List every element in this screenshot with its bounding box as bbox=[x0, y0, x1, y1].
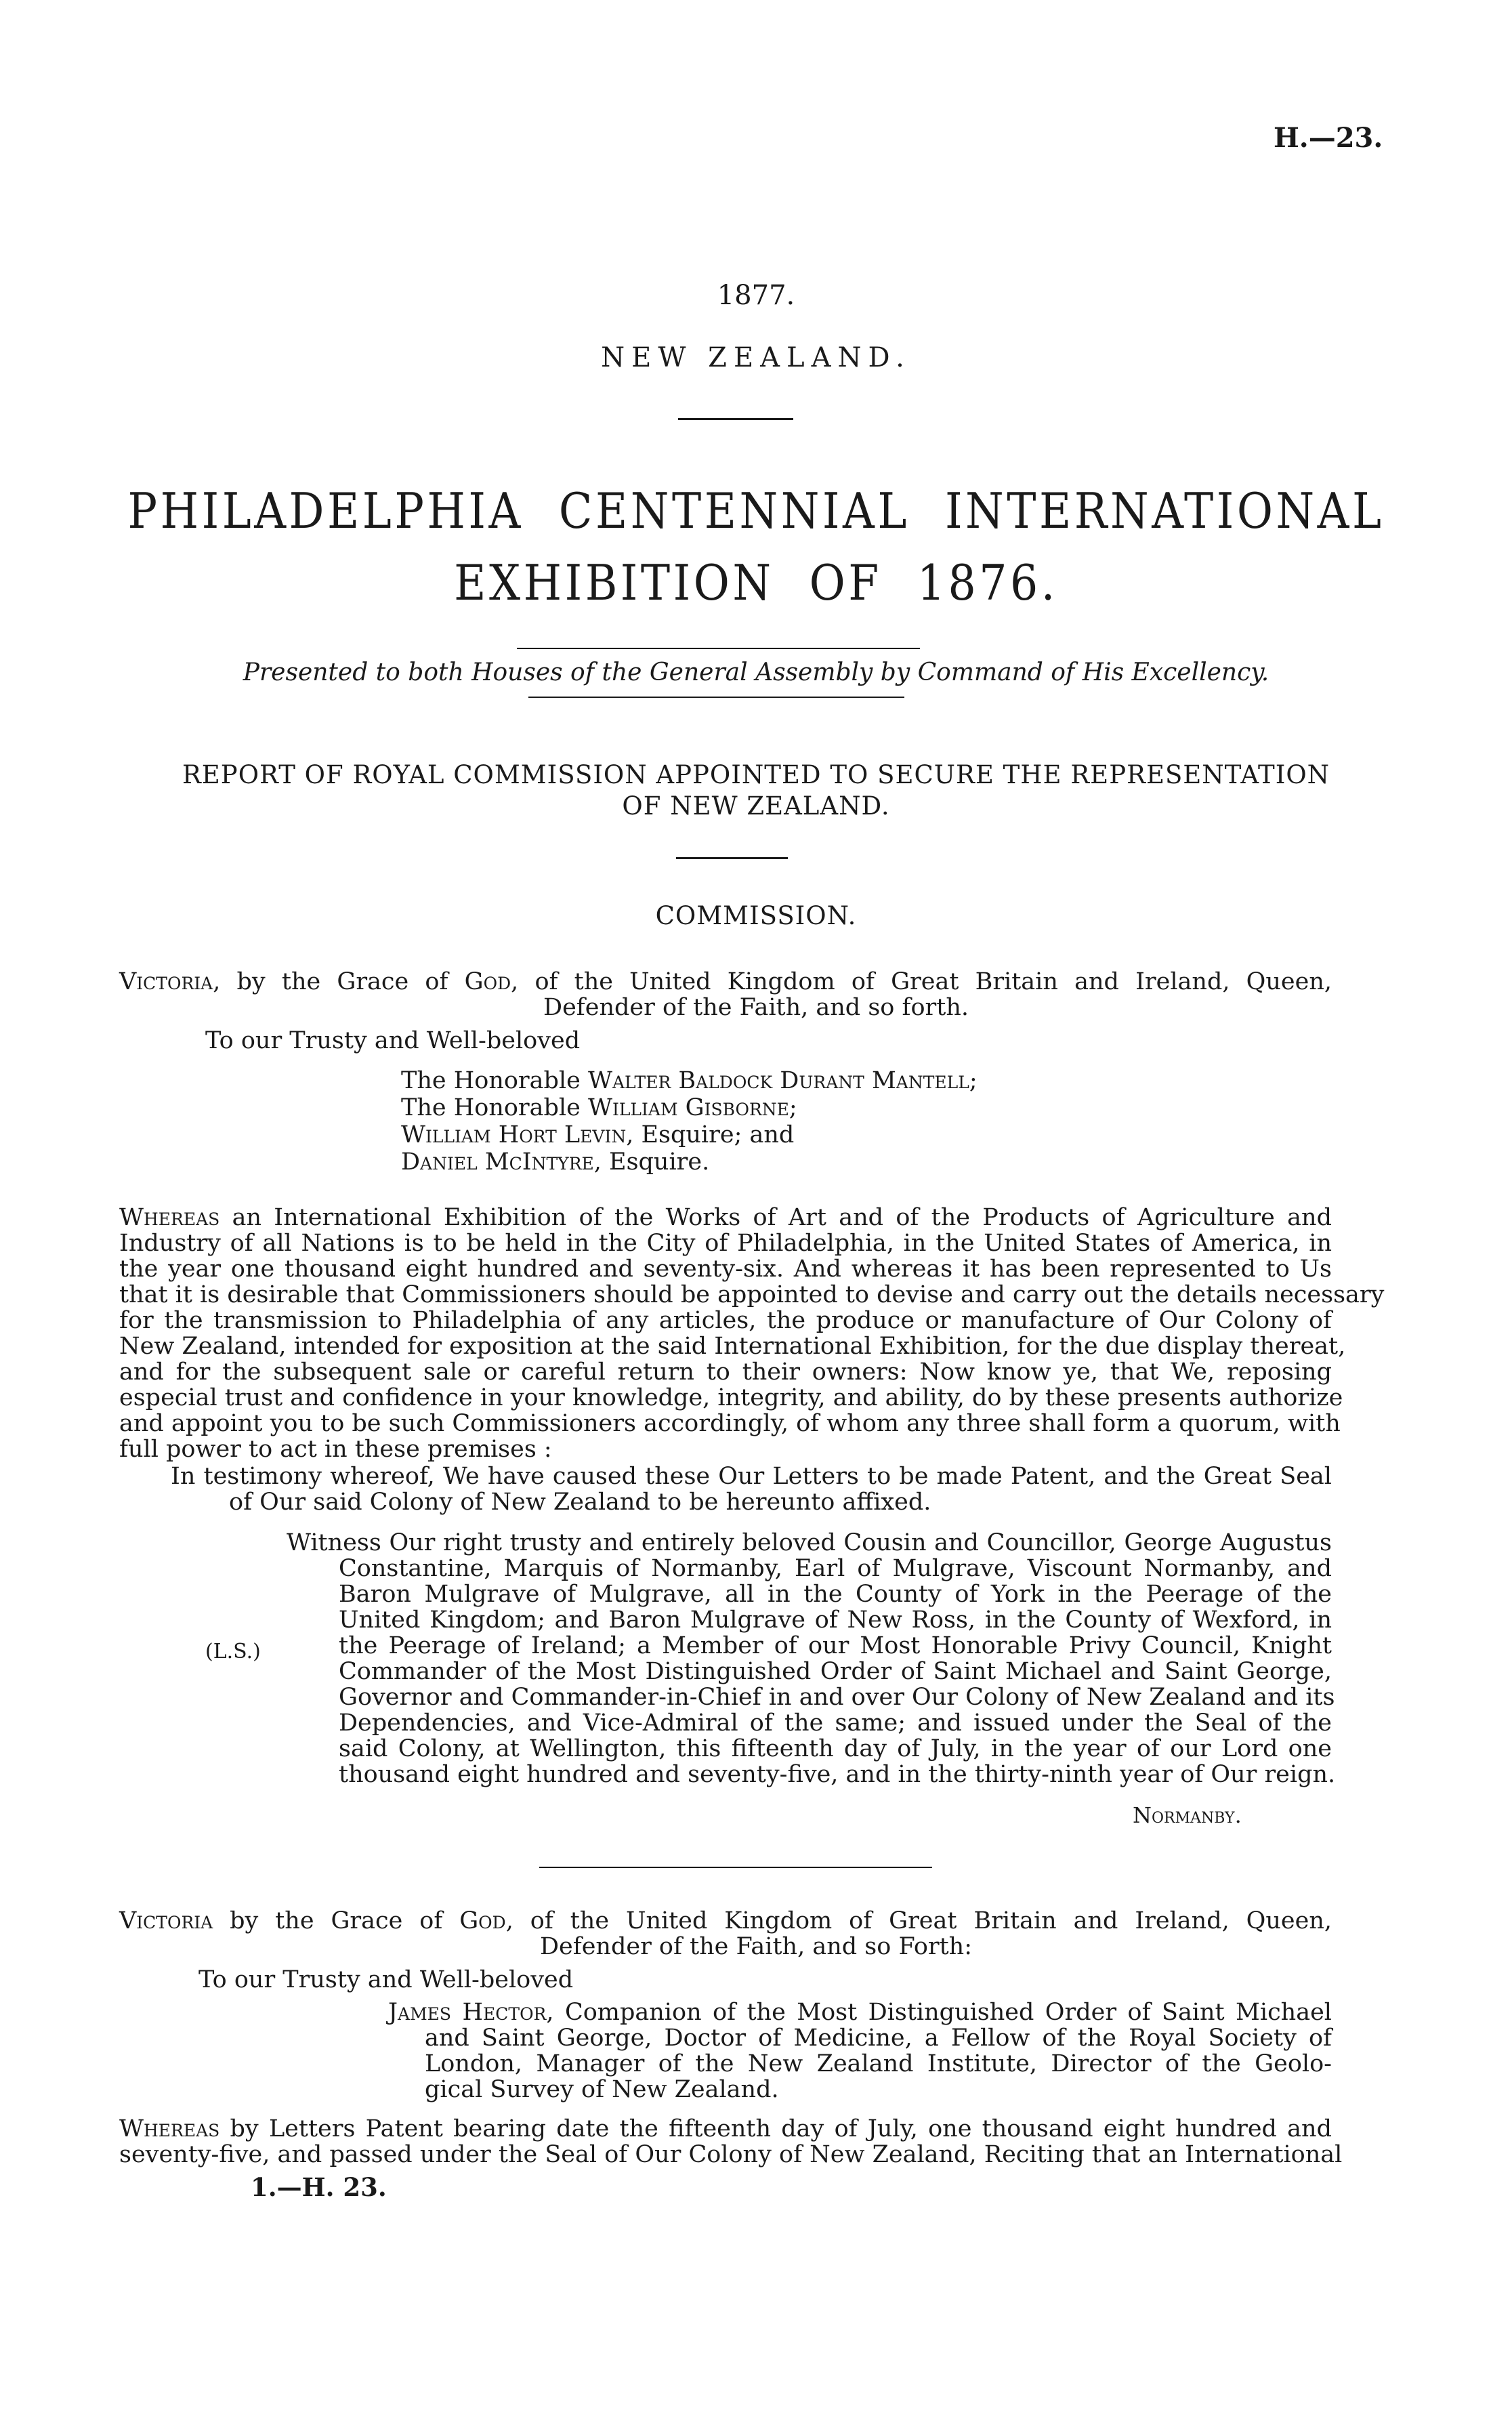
addressee-2 bbox=[401, 1096, 797, 1120]
addressee-suffix: ; bbox=[969, 1067, 978, 1094]
preamble-text: of the United Kingdom of Great Britain and Ireland, Queen, bbox=[518, 968, 1332, 995]
deity-name: God, bbox=[459, 1907, 513, 1934]
witness-line-10: thousand eight hundred and seventy-five, and in the thirty-ninth year of Our reign. bbox=[339, 1761, 1336, 1788]
addressee-suffix: ; bbox=[789, 1094, 797, 1121]
report-title-line1: REPORT OF ROYAL COMMISSION APPOINTED TO SECURE THE REPRESENTATION bbox=[182, 760, 1330, 789]
whereas-line-2: Industry of all Nations is to be held in the City of Philadelphia, in the United States of America, in bbox=[119, 1230, 1332, 1257]
whereas-line-10: full power to act in these premises : bbox=[119, 1436, 552, 1463]
addressee-suffix: Esquire; and bbox=[633, 1121, 795, 1148]
addressee-3 bbox=[401, 1123, 794, 1147]
whereas-line-5: for the transmission to Philadelphia of any articles, the produce or manufacture of Our Colony of bbox=[119, 1307, 1332, 1334]
witness-line-2: Constantine, Marquis of Normanby, Earl of Mulgrave, Viscount Normanby, and bbox=[339, 1555, 1332, 1582]
whereas-line-8: especial trust and confidence in your knowledge, integrity, and ability, do by these presents authorize bbox=[119, 1384, 1343, 1411]
witness-line-1: Witness Our right trusty and entirely beloved Cousin and Councillor, George Augustus bbox=[287, 1529, 1332, 1556]
commission2-preamble bbox=[119, 1909, 1332, 1933]
whereas-word: Whereas bbox=[119, 1204, 220, 1231]
preamble-text: by the Grace of bbox=[220, 968, 465, 995]
seal-mark: (L.S.) bbox=[205, 1640, 261, 1663]
whereas-text: an International Exhibition of the Works of Art and of the Products of Agriculture and bbox=[219, 1204, 1332, 1231]
witness-line-6: Commander of the Most Distinguished Order of Saint Michael and Saint George, bbox=[339, 1658, 1332, 1685]
whereas-line-4: that it is desirable that Commissioners should be appointed to devise and carry out the details necessary bbox=[119, 1281, 1385, 1308]
whereas-line-1 bbox=[119, 1206, 1332, 1230]
witness-line-9: said Colony, at Wellington, this fifteenth day of July, in the year of our Lord one bbox=[339, 1735, 1332, 1762]
witness-line-4: United Kingdom; and Baron Mulgrave of New Ross, in the County of Wexford, in bbox=[339, 1607, 1332, 1634]
addressee-suffix: Esquire. bbox=[601, 1148, 710, 1176]
report-title-line2: OF NEW ZEALAND. bbox=[622, 791, 890, 821]
commission1-preamble-line2: Defender of the Faith, and so forth. bbox=[543, 994, 969, 1021]
commission2-to-line: To our Trusty and Well-beloved bbox=[198, 1966, 574, 1993]
divider bbox=[539, 1867, 932, 1868]
commission1-preamble bbox=[119, 970, 1332, 994]
witness-line-8: Dependencies, and Vice-Admiral of the same; and issued under the Seal of the bbox=[339, 1709, 1332, 1737]
commission-heading: COMMISSION. bbox=[655, 901, 857, 930]
testimony-line-2: of Our said Colony of New Zealand to be hereunto affixed. bbox=[229, 1489, 931, 1516]
sovereign-name: Victoria, bbox=[119, 968, 221, 995]
whereas-line-6: New Zealand, intended for exposition at the said International Exhibition, for the due display thereat, bbox=[119, 1333, 1346, 1360]
whereas-line-3: the year one thousand eight hundred and seventy-six. And whereas it has been represented to Us bbox=[119, 1256, 1332, 1283]
addressee-name: James Hector, bbox=[388, 1999, 554, 2026]
hector-line-4: gical Survey of New Zealand. bbox=[425, 2076, 779, 2103]
signature-mark: 1.—H. 23. bbox=[251, 2172, 387, 2202]
whereas-text: by Letters Patent bearing date the fifteenth day of July, one thousand eight hundred and bbox=[219, 2115, 1332, 2142]
witness-line-7: Governor and Commander-in-Chief in and over Our Colony of New Zealand and its bbox=[339, 1684, 1335, 1711]
witness-line-3: Baron Mulgrave of Mulgrave, all in the County of York in the Peerage of the bbox=[339, 1581, 1332, 1608]
whereas-line-9: and appoint you to be such Commissioners accordingly, of whom any three shall form a quorum, with bbox=[119, 1410, 1341, 1437]
addressee-prefix: The Honorable bbox=[401, 1094, 588, 1121]
addressee-name: William Gisborne bbox=[587, 1094, 789, 1121]
divider bbox=[517, 648, 920, 649]
addressee-1 bbox=[401, 1069, 978, 1093]
addressee-prefix: The Honorable bbox=[401, 1067, 588, 1094]
commission1-to-line: To our Trusty and Well-beloved bbox=[205, 1027, 581, 1054]
sovereign-name: Victoria bbox=[119, 1907, 213, 1934]
presented-line: Presented to both Houses of the General Assembly by Command of His Excellency. bbox=[243, 659, 1269, 686]
addressee-name: Walter Baldock Durant Mantell bbox=[587, 1067, 969, 1094]
addressee-description: Companion of the Most Distinguished Order of Saint Michael bbox=[553, 1999, 1332, 2026]
whereas-word: Whereas bbox=[119, 2115, 220, 2142]
preamble-text: by the Grace of bbox=[213, 1907, 460, 1934]
addressee-4 bbox=[401, 1148, 710, 1176]
divider bbox=[676, 857, 788, 859]
document-title-line2: EXHIBITION OF 1876. bbox=[454, 554, 1058, 611]
addressee-name: Daniel McIntyre, bbox=[401, 1148, 602, 1176]
country: NEW ZEALAND. bbox=[601, 342, 911, 373]
commission2-preamble-line2: Defender of the Faith, and so Forth: bbox=[539, 1933, 973, 1960]
commission2-whereas-line-2: seventy-five, and passed under the Seal of Our Colony of New Zealand, Reciting that an International bbox=[119, 2141, 1343, 2168]
witness-line-5: the Peerage of Ireland; a Member of our Most Honorable Privy Council, Knight bbox=[339, 1632, 1332, 1659]
commission2-whereas-line-1 bbox=[119, 2117, 1332, 2141]
preamble-text: of the United Kingdom of Great Britain and Ireland, Queen, bbox=[513, 1907, 1332, 1934]
addressee-name: William Hort Levin, bbox=[401, 1121, 634, 1148]
whereas-line-7: and for the subsequent sale or careful return to their owners: Now know ye, that We, reposing bbox=[119, 1359, 1332, 1386]
year: 1877. bbox=[717, 280, 795, 311]
signature-normanby: Normanby. bbox=[1133, 1802, 1242, 1828]
document-title-line1: PHILADELPHIA CENTENNIAL INTERNATIONAL bbox=[127, 482, 1385, 539]
hector-line-2: and Saint George, Doctor of Medicine, a Fellow of the Royal Society of bbox=[425, 2025, 1332, 2052]
page-reference: H.—23. bbox=[1274, 122, 1383, 154]
divider bbox=[678, 418, 793, 420]
testimony-line-1: In testimony whereof, We have caused these Our Letters to be made Patent, and the Great Seal bbox=[171, 1463, 1332, 1490]
hector-line-3: London, Manager of the New Zealand Institute, Director of the Geolo- bbox=[425, 2050, 1332, 2077]
deity-name: God, bbox=[464, 968, 519, 995]
hector-line-1 bbox=[388, 2001, 1332, 2025]
divider bbox=[528, 697, 904, 698]
